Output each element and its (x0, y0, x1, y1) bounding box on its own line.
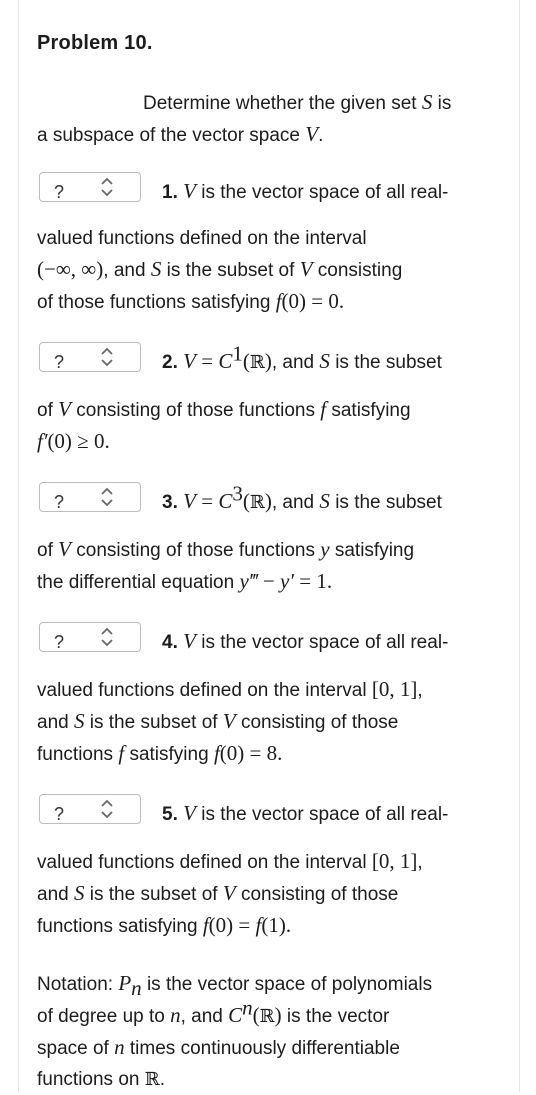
math-symbol: V (58, 537, 71, 561)
notation-text: is the vector (286, 1006, 390, 1027)
notation-text: of degree up to (37, 1006, 165, 1027)
problem-title: Problem 10. (37, 32, 153, 54)
math-operator: = (201, 349, 214, 373)
math-symbol: V (183, 489, 196, 513)
question-text: the differential equation (37, 572, 235, 593)
notation-text: times continuously differentiable (129, 1038, 400, 1059)
question-text: of (37, 540, 53, 561)
math-symbol: ℝ (249, 352, 265, 373)
math-symbol: n (170, 1003, 181, 1027)
math-subscript: n (131, 975, 142, 1000)
question-text: is the subset (335, 352, 442, 373)
question-body (37, 224, 507, 318)
question-text: satisfying (334, 540, 415, 561)
question-number: 5. (162, 804, 178, 825)
math-superscript: n (242, 995, 253, 1020)
notation-text: Notation: (37, 974, 114, 995)
math-symbol: S (73, 881, 85, 905)
question-text: valued functions defined on the interval (37, 228, 367, 249)
select-value: ? (54, 352, 65, 372)
question-text: , and (103, 260, 146, 281)
question-text: satisfying (331, 400, 411, 421)
question-text: functions satisfying (37, 916, 198, 937)
question-number: 2. (162, 352, 178, 373)
question-line: 2. $V = C^1(ℝ)$, and S is the subset (162, 341, 442, 373)
math-operator: = (201, 489, 214, 513)
question-body (37, 674, 507, 770)
intro-text: Determine whether the given set (143, 93, 417, 114)
question-text: consisting of those functions (76, 400, 315, 421)
math-symbol: V (183, 349, 196, 373)
math-symbol: V (299, 257, 313, 281)
question-text: satisfying (129, 744, 209, 765)
answer-select-2[interactable] (39, 342, 141, 372)
question-text: functions (37, 744, 114, 765)
math-expression: (0) ≥ 0. (47, 429, 110, 453)
math-superscript: 3 (232, 481, 243, 506)
question-text: of those functions satisfying (37, 292, 271, 313)
answer-select-5[interactable] (39, 794, 141, 824)
question-text: consisting of those functions (76, 540, 315, 561)
math-symbol: n (114, 1035, 125, 1059)
updown-chevron-icon (98, 796, 116, 822)
question-line (162, 626, 448, 658)
question-text: is the subset of (89, 712, 218, 733)
select-value: ? (54, 632, 65, 652)
math-expression: (0) = 0. (281, 289, 345, 313)
math-symbol: S (73, 709, 85, 733)
math-expression: [0, 1] (371, 677, 418, 701)
question-text: is the vector space of all real- (201, 182, 449, 203)
math-symbol: y′ (280, 569, 294, 593)
updown-chevron-icon (98, 344, 116, 370)
question-text: , and (271, 352, 315, 373)
question-line (162, 176, 448, 208)
question-line: 3. $V = C^3(ℝ)$, and S is the subset (162, 481, 442, 513)
question-body (37, 534, 507, 598)
notation-text: is the vector space of polynomials (146, 974, 433, 995)
select-value: ? (54, 182, 65, 202)
math-symbol: V (183, 801, 196, 825)
math-symbol: S (421, 90, 433, 114)
math-symbol: f (118, 741, 125, 765)
answer-select-1[interactable] (39, 172, 141, 202)
math-symbol: y (320, 537, 330, 561)
notation-text: space of (37, 1038, 109, 1059)
question-body (37, 846, 507, 942)
intro-text: a subspace of the vector space (37, 125, 300, 146)
question-text: is the subset of (166, 260, 295, 281)
answer-select-4[interactable] (39, 622, 141, 652)
problem-page (18, 0, 520, 1092)
math-expression: (−∞, ∞) (37, 257, 104, 281)
math-symbol: V (222, 709, 236, 733)
question-number: 4. (162, 632, 178, 653)
math-symbol: C (218, 489, 233, 513)
notation-text: , and (180, 1006, 223, 1027)
updown-chevron-icon (98, 174, 116, 200)
math-symbol: V (183, 179, 196, 203)
select-value: ? (54, 492, 65, 512)
math-symbol: V (183, 629, 196, 653)
math-symbol: f (275, 289, 282, 313)
question-text: consisting of those (240, 712, 399, 733)
question-text: valued functions defined on the interval (37, 680, 367, 701)
math-symbol: f (255, 913, 262, 937)
math-symbol: S (150, 257, 162, 281)
question-text: consisting (317, 260, 403, 281)
math-symbol: ℝ (249, 492, 265, 513)
question-text: and (37, 712, 69, 733)
math-symbol: f (320, 397, 327, 421)
notation-paragraph: Notation: $P_n$ is the vector space of polynomials of degree up to n, and $C^n(ℝ)$ is the vector space of n times continuously differentiable functions on ℝ. (37, 971, 433, 1090)
math-symbol: V (305, 122, 319, 146)
math-expression: [0, 1] (371, 849, 418, 873)
question-text: , (417, 852, 423, 873)
math-symbol: ℝ (259, 1006, 275, 1027)
math-symbol: C (228, 1003, 243, 1027)
math-symbol: y‴ (239, 569, 258, 593)
intro-text: is (437, 93, 452, 114)
math-symbol: ℝ (144, 1069, 160, 1090)
question-line (162, 798, 448, 830)
updown-chevron-icon (98, 484, 116, 510)
problem-intro (37, 87, 507, 151)
math-expression: (0) = 8. (219, 741, 283, 765)
notation-text: functions on (37, 1069, 140, 1090)
math-symbol: C (218, 349, 233, 373)
question-text: of (37, 400, 53, 421)
math-symbol: f (213, 741, 220, 765)
question-text: is the vector space of all real- (201, 632, 449, 653)
question-body (37, 394, 507, 458)
math-expression: = 1. (299, 569, 333, 593)
question-number: 1. (162, 182, 178, 203)
math-symbol: f (202, 913, 209, 937)
question-text: , and (271, 492, 315, 513)
math-expression: (1). (261, 913, 292, 937)
question-text: valued functions defined on the interval (37, 852, 367, 873)
math-symbol: P (118, 971, 132, 995)
question-text: consisting of those (240, 884, 399, 905)
math-expression: (0) = (208, 913, 251, 937)
question-text: is the subset of (89, 884, 218, 905)
notation-text: . (159, 1069, 165, 1090)
question-number: 3. (162, 492, 178, 513)
math-symbol: V (58, 397, 71, 421)
intro-text: . (318, 125, 324, 146)
question-text: is the vector space of all real- (201, 804, 449, 825)
math-symbol: S (319, 489, 330, 513)
math-symbol: S (319, 349, 330, 373)
answer-select-3[interactable] (39, 482, 141, 512)
question-text: is the subset (335, 492, 442, 513)
updown-chevron-icon (98, 624, 116, 650)
select-value: ? (54, 804, 65, 824)
math-superscript: 1 (232, 341, 243, 366)
question-text: , (417, 680, 423, 701)
question-text: and (37, 884, 69, 905)
math-operator: − (262, 569, 275, 593)
math-symbol: V (222, 881, 236, 905)
math-symbol: f′ (37, 429, 48, 453)
